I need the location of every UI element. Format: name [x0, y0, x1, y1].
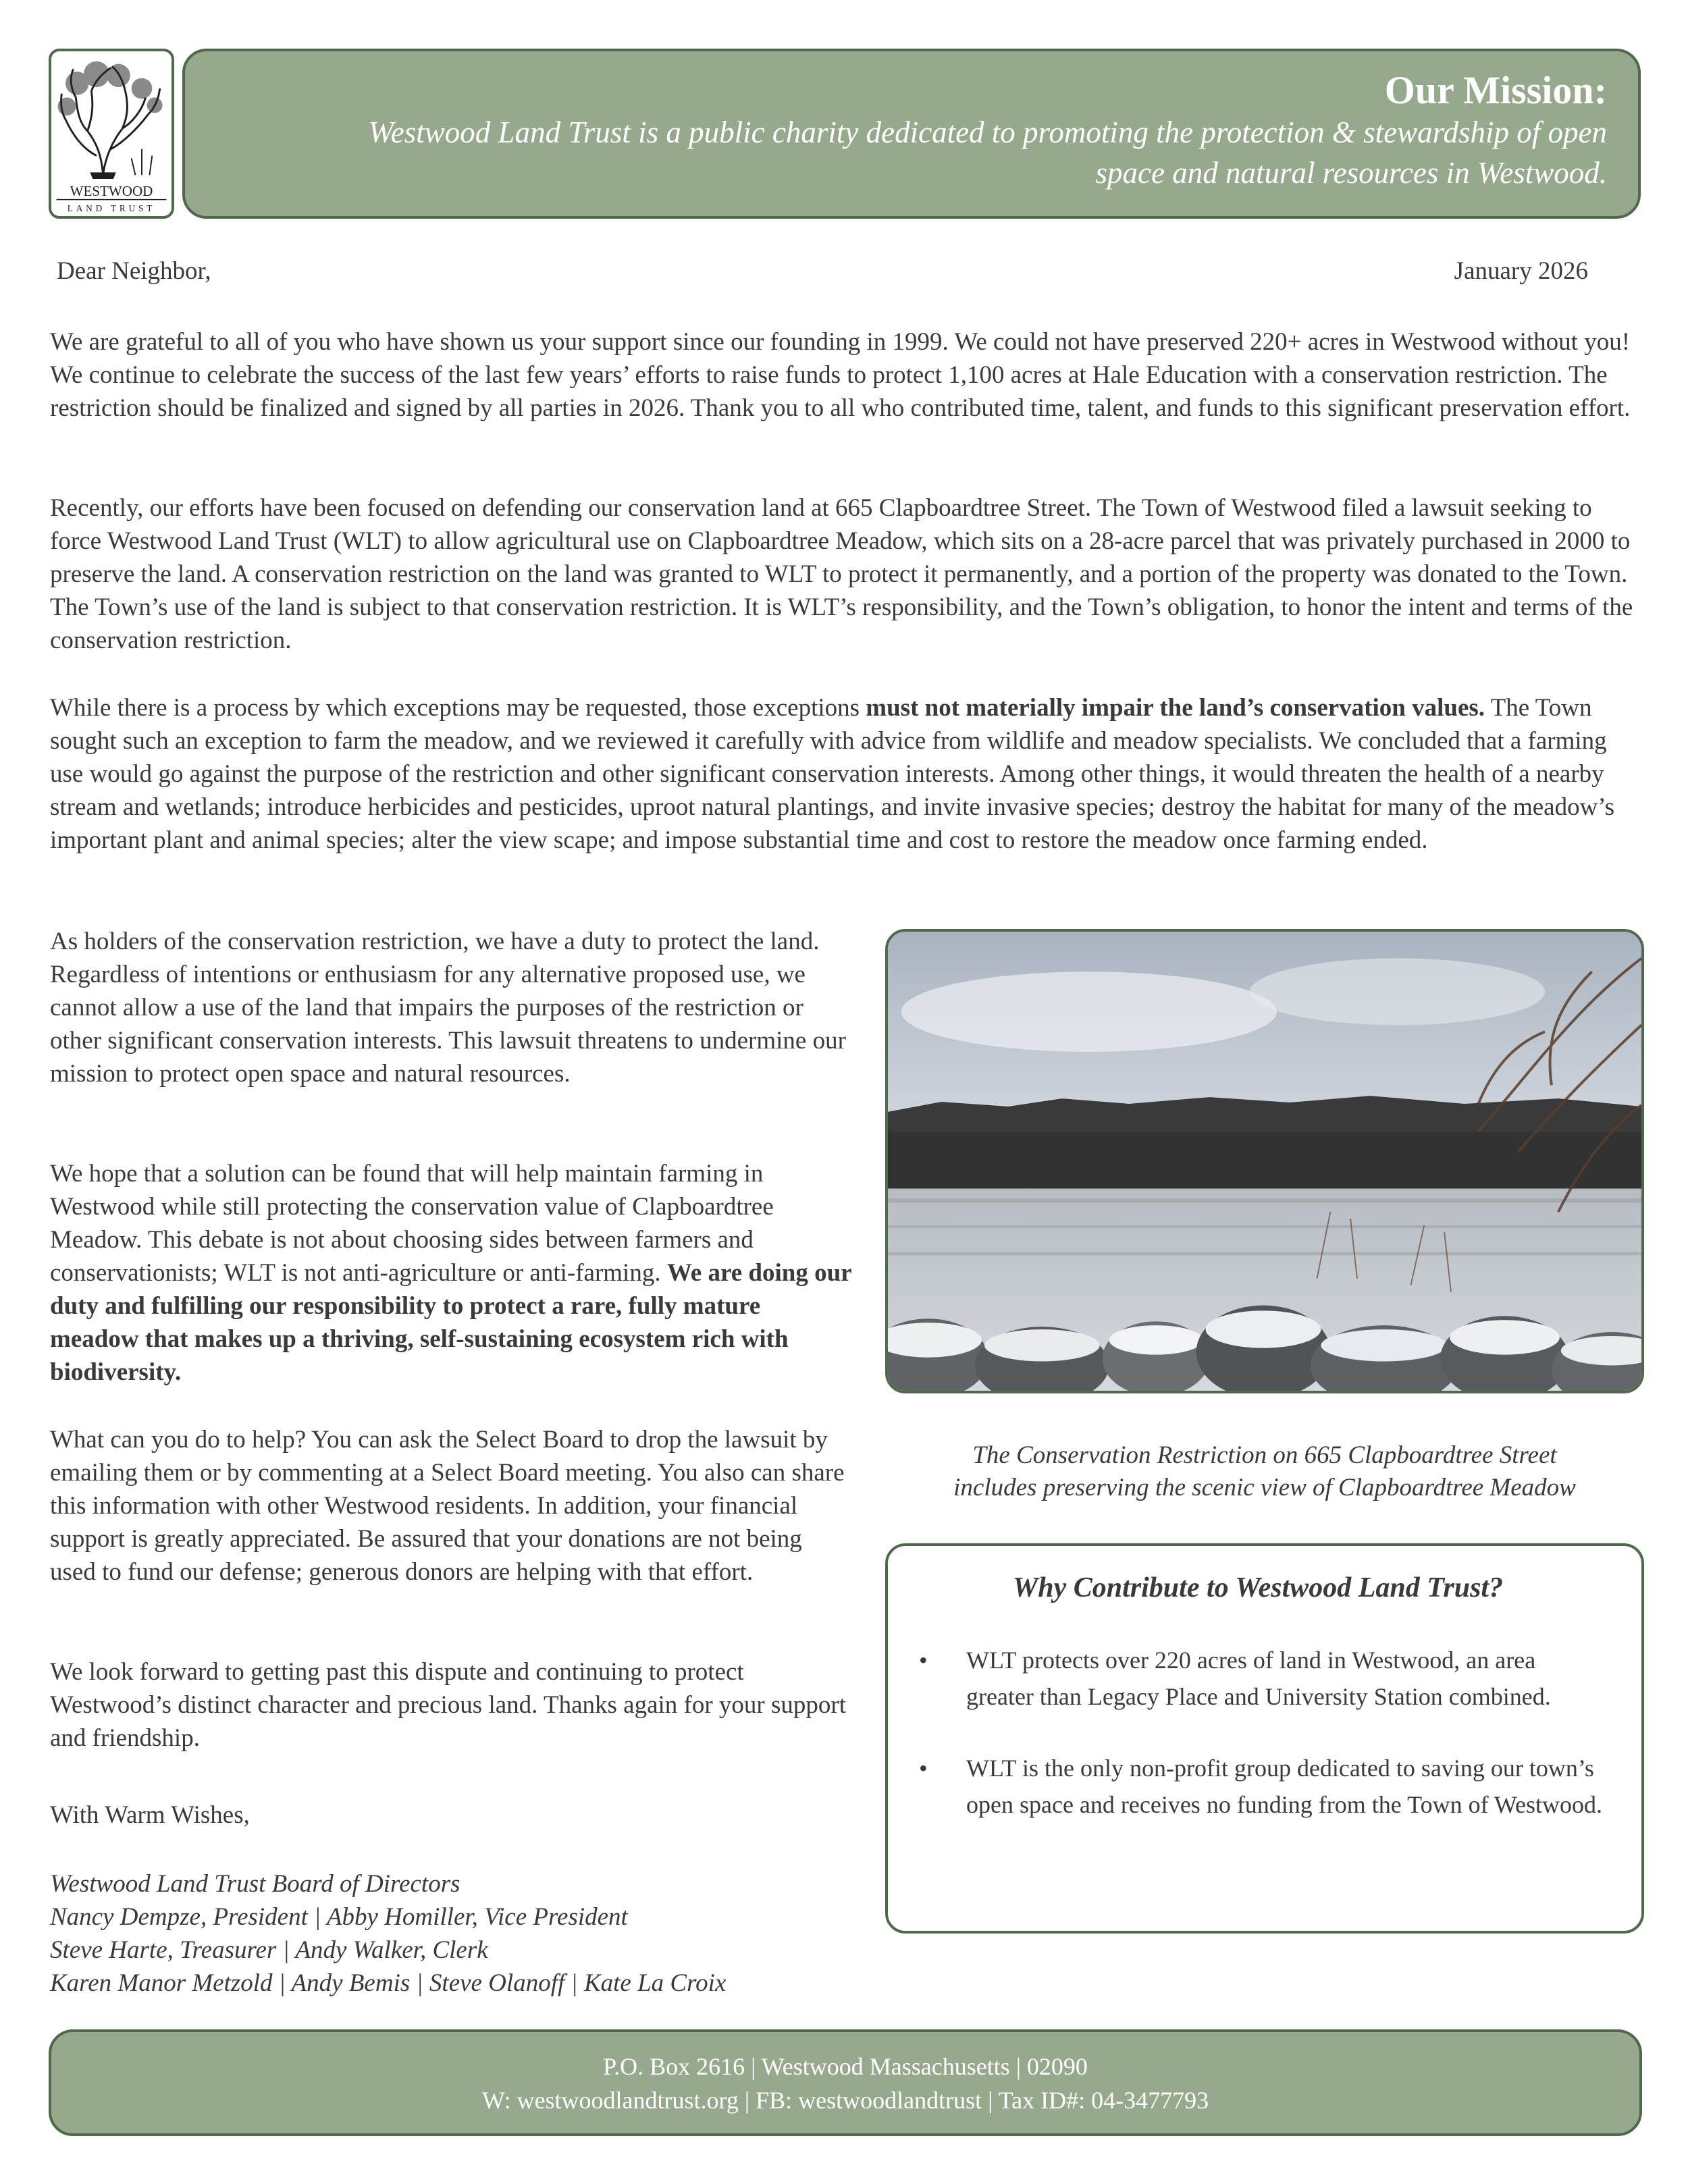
mission-title: Our Mission: — [1384, 68, 1607, 112]
tree-logo-icon — [51, 51, 172, 216]
logo-name-top: WESTWOOD — [70, 182, 153, 199]
list-item — [912, 1642, 1604, 1715]
mission-text-line-2: space and natural resources in Westwood. — [1095, 156, 1607, 190]
list-item-text: WLT protects over 220 acres of land in Westwood, an area greater than Legacy Place and University Station combined. — [966, 1647, 1551, 1710]
bullet-icon: • — [919, 1647, 928, 1674]
paragraph-gratitude: We are grateful to all of you who have shown us your support since our founding in 1999. We could not have preserved 220+ acres in Westwood without you! We continue to celebrate the success of the last few years’ efforts to raise funds to protect 1,100 acres at Hale Education with a conservation restriction. The restriction should be finalized and signed by all parties in 2026. Thank you to all who contributed time, talent, and funds to this significant preservation effort. — [50, 328, 1631, 422]
paragraph-exceptions-emphasis: must not materially impair the land’s conservation values. — [866, 694, 1485, 722]
photo-caption-line-2: includes preserving the scenic view of Clapboardtree Meadow — [953, 1474, 1576, 1501]
paragraph-closing: We look forward to getting past this dispute and continuing to protect Westwood’s distinct character and precious land. Thanks again for your support and friendship. — [50, 1658, 846, 1752]
paragraph-solution — [50, 1157, 853, 1389]
meadow-photo — [885, 929, 1644, 1393]
paragraph-exceptions — [50, 691, 1643, 857]
snowy-meadow-image — [888, 932, 1641, 1391]
paragraph-exceptions-end: The Town sought such an exception to farm the meadow, and we reviewed it carefully with advice from wildlife and meadow specialists. We concluded that a farming use would go against the purpose of the restriction and other significant conservation interests. Among other things, it would threaten the health of a nearby stream and wetlands; introduce herbicides and pesticides, uproot natural plantings, and invite invasive species; destroy the habitat for many of the meadow’s important plant and animal species; alter the view scape; and impose substantial time and cost to restore the meadow once farming ended. — [50, 694, 1614, 854]
photo-caption-line-1: The Conservation Restriction on 665 Clapboardtree Street — [972, 1441, 1557, 1469]
footer-links: W: westwoodlandtrust.org | FB: westwoodlandtrust | Tax ID#: 04-3477793 — [481, 2087, 1209, 2114]
paragraph-solution-emphasis: We are doing our duty and fulfilling our responsibility to protect a rare, fully mature meadow that makes up a thriving, self-sustaining ecosystem rich with biodiversity. — [50, 1259, 851, 1386]
logo-name-bottom: LAND TRUST — [67, 203, 156, 213]
signature-line: Westwood Land Trust Board of Directors — [50, 1870, 460, 1898]
why-contribute-list — [912, 1642, 1604, 1823]
signature-line: Steve Harte, Treasurer | Andy Walker, Clerk — [50, 1936, 488, 1964]
paragraph-exceptions-start: While there is a process by which exceptions may be requested, those exceptions — [50, 694, 866, 722]
letter-date: January 2026 — [1454, 257, 1588, 285]
paragraph-lawsuit: Recently, our efforts have been focused on defending our conservation land at 665 Clapboardtree Street. The Town of Westwood filed a lawsuit seeking to force Westwood Land Trust (WLT) to allow agricultural use on Clapboardtree Meadow, which sits on a 28-acre parcel that was privately purchased in 2000 to preserve the land. A conservation restriction on the land was granted to WLT to protect it permanently, and a portion of the property was donated to the Town. The Town’s use of the land is subject to that conservation restriction. It is WLT’s responsibility, and the Town’s obligation, to honor the intent and terms of the conservation restriction. — [50, 494, 1633, 654]
footer-banner — [49, 2029, 1642, 2136]
list-item-text: WLT is the only non-profit group dedicated to saving our town’s open space and receives no funding from the Town of Westwood. — [966, 1755, 1603, 1818]
photo-caption — [885, 1439, 1644, 1504]
footer-address: P.O. Box 2616 | Westwood Massachusetts | 02090 — [603, 2053, 1088, 2080]
westwood-land-trust-logo — [49, 49, 174, 219]
paragraph-help: What can you do to help? You can ask the Select Board to drop the lawsuit by emailing them or by commenting at a Select Board meeting. You also can share this information with other Westwood residents. In addition, your financial support is greatly appreciated. Be assured that your donations are not being used to fund our defense; generous donors are helping with that effort. — [50, 1426, 845, 1586]
paragraph-duty: As holders of the conservation restriction, we have a duty to protect the land. Regardless of intentions or enthusiasm for any alternative proposed use, we cannot allow a use of the land that impairs the purposes of the restriction or other significant conservation interests. This lawsuit threatens to undermine our mission to protect open space and natural resources. — [50, 928, 846, 1088]
mission-banner — [182, 49, 1641, 219]
paragraph-solution-start: We hope that a solution can be found that will help maintain farming in Westwood while still protecting the conservation value of Clapboardtree Meadow. This debate is not about choosing sides between farmers and conservationists; WLT is not anti-agriculture or anti-farming. — [50, 1160, 774, 1287]
why-contribute-box — [885, 1543, 1644, 1934]
salutation: Dear Neighbor, — [57, 257, 211, 285]
signature-block — [50, 1867, 853, 2000]
signature-line: Nancy Dempze, President | Abby Homiller, Vice President — [50, 1903, 628, 1931]
mission-text-line-1: Westwood Land Trust is a public charity dedicated to promoting the protection & stewardship of open — [368, 115, 1607, 149]
bullet-icon: • — [919, 1755, 928, 1782]
closing-line: With Warm Wishes, — [50, 1801, 250, 1829]
why-contribute-title: Why Contribute to Westwood Land Trust? — [1012, 1572, 1504, 1603]
list-item — [912, 1750, 1604, 1823]
signature-line: Karen Manor Metzold | Andy Bemis | Steve Olanoff | Kate La Croix — [50, 1969, 727, 1997]
